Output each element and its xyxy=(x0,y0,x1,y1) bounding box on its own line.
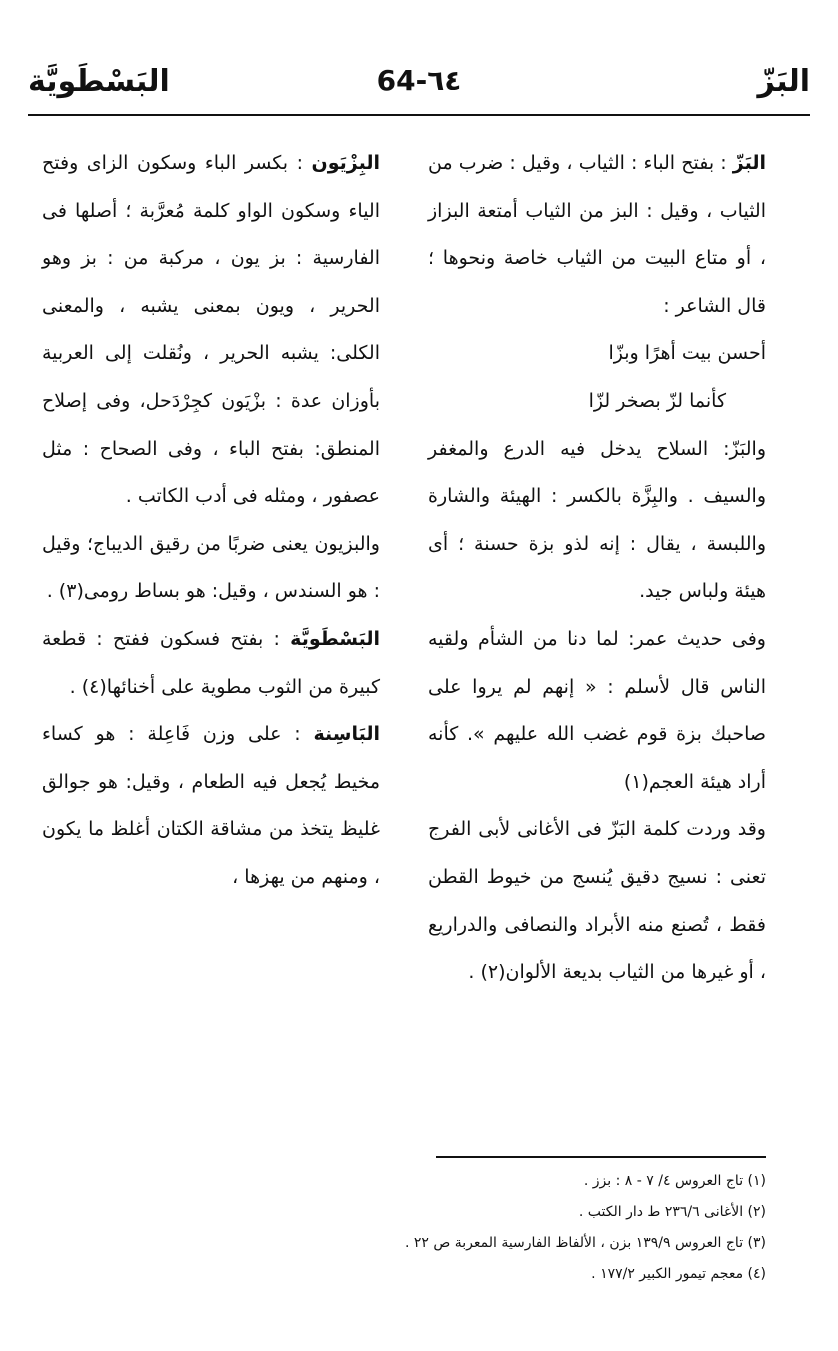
footnote-rule xyxy=(436,1156,766,1158)
entry-text: والبَزّ: السلاح يدخل فيه الدرع والمغفر والسيف . والبِزَّة بالكسر : الهيئة والشارة واللبسة ، يقال : إنه لذو بزة حسنة ؛ أى هيئة ولباس جيد. xyxy=(428,437,766,603)
entry-text: : على وزن فَاعِلة : هو كساء مخيط يُجعل فيه الطعام ، وقيل: هو جوالق غليظ يتخذ من مشاقة الكتان أغلظ ما يكون ، ومنهم من يهزها ، xyxy=(42,723,380,888)
verse-line xyxy=(428,378,766,426)
entry-term: البِزْيَون xyxy=(311,152,380,174)
footnote: (٢) الأغانى ٢٣٦/٦ ط دار الكتب . xyxy=(578,1204,766,1220)
header-rule xyxy=(28,114,810,116)
entry-text: وفى حديث عمر: لما دنا من الشأم ولقيه الناس قال لأسلم : « إنهم لم يروا على صاحبك بزة قوم غضب الله عليهم ». كأنه أراد هيئة العجم(١) xyxy=(428,627,766,793)
entry-paragraph xyxy=(42,140,380,521)
entry-paragraph xyxy=(428,426,766,616)
entry-paragraph xyxy=(42,521,380,616)
footnote: (١) تاج العروس ٤/ ٧ - ٨ : بزز . xyxy=(583,1173,766,1189)
entry-paragraph xyxy=(42,616,380,711)
entry-text: : بفتح الباء : الثياب ، وقيل : ضرب من الثياب ، وقيل : البز من الثياب أمتعة البزاز ، أو متاع البيت من الثياب خاصة ونحوها ؛ قال الشاعر : xyxy=(428,152,766,317)
entry-text: والبزيون يعنى ضربًا من رقيق الديباج؛ وقيل : هو السندس ، وقيل: هو بساط رومى(٣) . xyxy=(42,532,380,603)
left-column xyxy=(42,140,380,902)
entry-text: وقد وردت كلمة البَزّ فى الأغانى لأبى الفرج تعنى : نسيج دقيق يُنسج من خيوط القطن فقط ، تُصنع منه الأبراد والنصافى والدراريع ، أو غيرها من الثياب بديعة الألوان(٢) . xyxy=(428,818,766,984)
entry-paragraph xyxy=(428,616,766,806)
footnote: (٣) تاج العروس ١٣٩/٩ بزن ، الألفاظ الفارسية المعربة ص ٢٢ . xyxy=(404,1235,766,1251)
entry-term: البَسْطَويَّة xyxy=(290,627,380,650)
entry-text: كأنما لزّ بصخر لزّا xyxy=(588,389,726,412)
footnote: (٤) معجم تيمور الكبير ١٧٧/٢ . xyxy=(591,1266,766,1282)
running-head-left: البَسْطَويَّة xyxy=(28,64,170,99)
entry-text: : بفتح فسكون ففتح : قطعة كبيرة من الثوب مطوية على أخنائها(٤) . xyxy=(42,627,380,698)
entry-paragraph xyxy=(42,711,380,901)
right-column xyxy=(428,140,766,997)
entry-paragraph xyxy=(428,140,766,330)
entry-text: أحسن بيت أهرًا وبزّا xyxy=(608,342,766,365)
entry-text: : بكسر الباء وسكون الزاى وفتح الياء وسكون الواو كلمة مُعرَّبة ؛ أصلها فى الفارسية : بز يون ، مركبة من : بز وهو الحرير ، ويون بمعنى يشبه ، والمعنى الكلى: يشبه الحرير ، ونُقلت إلى العربية بأوزان عدة : بزْيَون كجِرْدَحل، وفى إصلاح المنطق: بفتح الباء ، وفى الصحاح : مثل عصفور ، ومثله فى أدب الكاتب . xyxy=(42,152,380,508)
page-number: 64-٦٤ xyxy=(376,64,462,97)
running-head-right: البَزّ xyxy=(757,64,810,99)
footnotes xyxy=(206,1166,766,1290)
page-header xyxy=(28,56,810,116)
entry-paragraph xyxy=(428,806,766,996)
entry-term: البَزّ xyxy=(732,152,766,174)
entry-term: البَاسِنة xyxy=(313,723,380,746)
verse-line xyxy=(428,330,766,378)
